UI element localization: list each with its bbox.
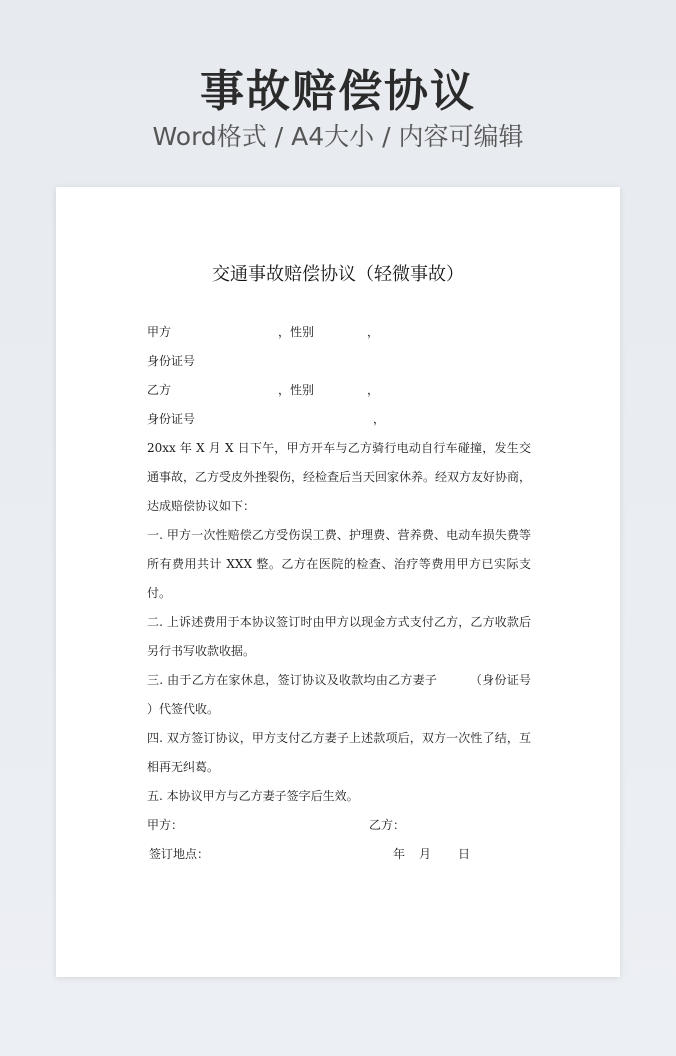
signature-party-b-label: 乙方：	[369, 818, 406, 832]
paragraph-clause-4: 四. 双方签订协议，甲方支付乙方妻子上述款项后，双方一次性了结，互相再无纠葛。	[147, 731, 531, 774]
party-a-gender-label: ，性别	[278, 325, 315, 339]
signature-row	[147, 811, 531, 840]
signature-party-a-label: 甲方：	[147, 818, 184, 832]
party-a-id-label: 身份证号	[147, 354, 196, 368]
party-a-comma: ，	[367, 325, 380, 339]
date-month-label: 月	[419, 847, 432, 861]
document-body	[147, 318, 600, 869]
party-b-row	[147, 376, 531, 405]
party-a-label: 甲方	[147, 325, 172, 339]
party-a-row	[147, 318, 531, 347]
banner-title: 事故赔偿协议	[200, 66, 476, 117]
paragraph-clause-5: 五. 本协议甲方与乙方妻子签字后生效。	[147, 789, 359, 803]
signing-place-label: 签订地点：	[149, 847, 210, 861]
party-a-id-row	[147, 347, 531, 376]
party-b-id-label: 身份证号	[147, 412, 196, 426]
place-date-row	[147, 840, 531, 869]
date-day-label: 日	[458, 847, 471, 861]
document-title: 交通事故赔偿协议（轻微事故）	[212, 264, 464, 285]
date-year-label: 年	[393, 847, 406, 861]
party-b-label: 乙方	[147, 383, 172, 397]
party-b-id-comma: ，	[373, 412, 386, 426]
banner-subtitle: Word格式 / A4大小 / 内容可编辑	[152, 122, 524, 151]
paragraph-intro: 20xx 年 X 月 X 日下午，甲方开车与乙方骑行电动自行车碰撞，发生交通事故，乙方受皮外挫裂伤，经检查后当天回家休养。经双方友好协商，达成赔偿协议如下：	[147, 441, 532, 513]
paragraph-clause-1: 一. 甲方一次性赔偿乙方受伤误工费、护理费、营养费、电动车损失费等所有费用共计 XXX 整。乙方在医院的检查、治疗等费用甲方已实际支付。	[147, 528, 531, 600]
paragraph-clause-2: 二. 上诉述费用于本协议签订时由甲方以现金方式支付乙方，乙方收款后另行书写收款收据。	[147, 615, 531, 658]
paragraph-clause-3: 三. 由于乙方在家休息，签订协议及收款均由乙方妻子 （身份证号 ）代签代收。	[147, 673, 600, 716]
document-page	[56, 187, 620, 977]
party-b-comma: ，	[367, 383, 380, 397]
party-b-id-row	[147, 405, 531, 434]
party-b-gender-label: ，性别	[278, 383, 315, 397]
